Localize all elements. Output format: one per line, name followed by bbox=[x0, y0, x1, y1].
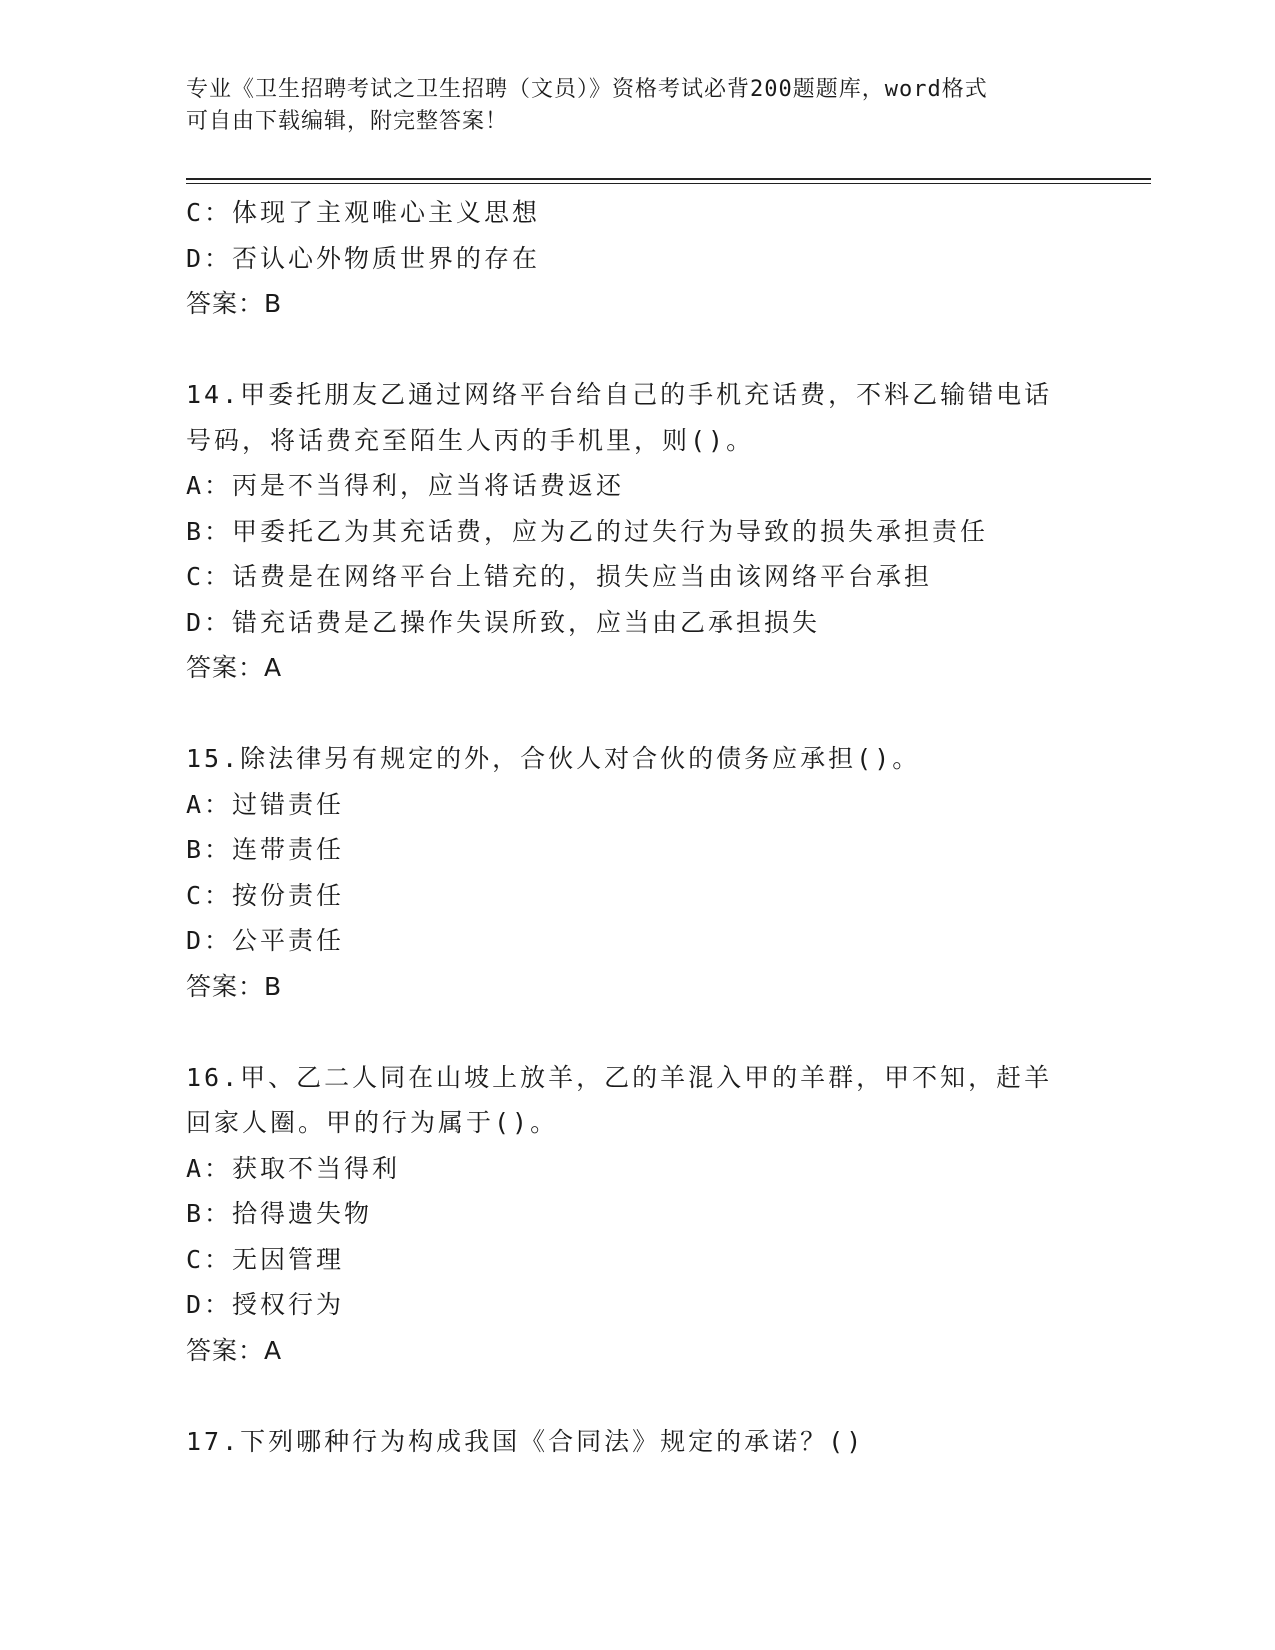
document-header bbox=[186, 74, 1086, 138]
header-line-2: 可自由下载编辑，附完整答案！ bbox=[186, 109, 509, 134]
option-d: D：错充话费是乙操作失误所致，应当由乙承担损失 bbox=[186, 607, 821, 637]
question-stem: 17.下列哪种行为构成我国《合同法》规定的承诺？() bbox=[186, 1426, 865, 1456]
question-16 bbox=[186, 1055, 1086, 1374]
question-stem-cont: 回家人圈。甲的行为属于()。 bbox=[186, 1108, 559, 1137]
option-b: B：拾得遗失物 bbox=[186, 1199, 373, 1228]
option-b: B：连带责任 bbox=[186, 835, 345, 864]
question-stem-cont: 号码，将话费充至陌生人丙的手机里，则()。 bbox=[186, 425, 755, 455]
option-d: D：公平责任 bbox=[186, 926, 345, 955]
question-list bbox=[186, 190, 1086, 1464]
option-d: D：否认心外物质世界的存在 bbox=[186, 243, 541, 273]
option-c: C：无因管理 bbox=[186, 1244, 345, 1274]
header-line-1: 专业《卫生招聘考试之卫生招聘（文员）》资格考试必背200题题库，word格式 bbox=[186, 77, 988, 102]
option-c: C：按份责任 bbox=[186, 880, 345, 910]
answer: 答案：A bbox=[186, 653, 283, 682]
option-d: D：授权行为 bbox=[186, 1290, 345, 1319]
option-b: B：甲委托乙为其充话费，应为乙的过失行为导致的损失承担责任 bbox=[186, 516, 989, 546]
answer: 答案：B bbox=[186, 971, 283, 1001]
option-a: A：获取不当得利 bbox=[186, 1153, 401, 1183]
header-divider-thick bbox=[186, 178, 1151, 180]
question-stem: 15.除法律另有规定的外，合伙人对合伙的债务应承担()。 bbox=[186, 744, 921, 773]
answer: 答案：A bbox=[186, 1335, 283, 1365]
question-14 bbox=[186, 372, 1086, 691]
option-a: A：过错责任 bbox=[186, 789, 345, 819]
option-c: C：话费是在网络平台上错充的，损失应当由该网络平台承担 bbox=[186, 562, 933, 591]
question-17 bbox=[186, 1419, 1086, 1465]
question-stem: 14.甲委托朋友乙通过网络平台给自己的手机充话费，不料乙输错电话 bbox=[186, 380, 1053, 409]
option-a: A：丙是不当得利，应当将话费返还 bbox=[186, 471, 625, 500]
option-c: C：体现了主观唯心主义思想 bbox=[186, 198, 541, 227]
question-stem: 16.甲、乙二人同在山坡上放羊，乙的羊混入甲的羊群，甲不知，赶羊 bbox=[186, 1062, 1053, 1092]
header-divider-thin bbox=[186, 183, 1151, 184]
question-15 bbox=[186, 736, 1086, 1009]
answer: 答案：B bbox=[186, 289, 283, 318]
question-13-tail bbox=[186, 190, 1086, 327]
